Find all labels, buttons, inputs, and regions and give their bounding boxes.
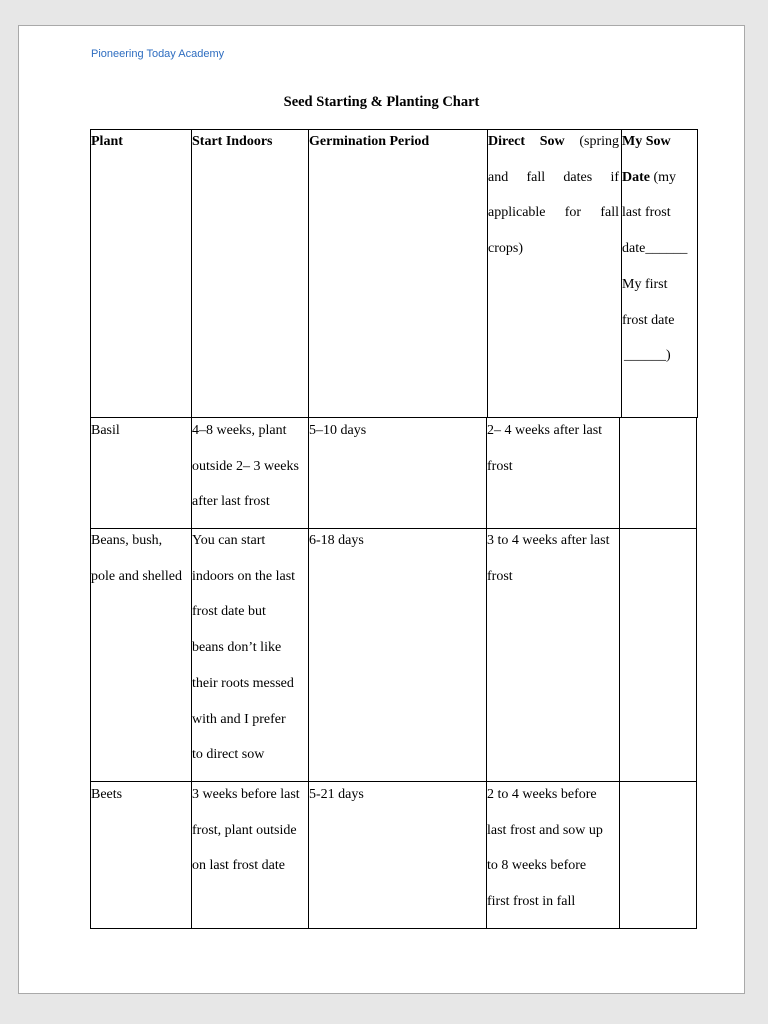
table-cell-line: indoors on the last [192, 568, 296, 584]
table-cell-line: 3 weeks before last [192, 787, 300, 802]
direct-sow-note: (spring [579, 134, 619, 149]
my-sow-label: My Sow [622, 134, 671, 149]
row-basil-start-indoors [192, 413, 308, 520]
column-header-start-indoors: Start Indoors [192, 134, 273, 149]
row-beans-start-indoors [192, 523, 308, 773]
table-cell-line: frost date but [192, 604, 266, 620]
document-title: Seed Starting & Planting Chart [283, 94, 480, 110]
table-cell-line: 3 to 4 weeks after last [487, 533, 610, 548]
row-basil-direct-sow [487, 413, 618, 484]
row-beans-plant [91, 523, 191, 594]
table-cell-line: first frost in fall [487, 894, 576, 910]
table-cell-line: 6-18 days [309, 533, 364, 548]
my-sow-note: ______) [624, 348, 671, 364]
table-cell-line: to 8 weeks before [487, 858, 587, 874]
table-cell-line: beans don’t like [192, 640, 282, 656]
table-cell-line: 5-21 days [309, 787, 364, 802]
table-cell-line: their roots messed [192, 675, 294, 691]
table-cell-line: pole and shelled [91, 568, 182, 584]
row-beets-start-indoors [192, 777, 308, 884]
direct-sow-note: and fall dates if [488, 169, 619, 185]
table-cell-line: You can start [192, 533, 266, 548]
column-header-my-sow-date [622, 124, 696, 374]
column-header-plant: Plant [91, 134, 123, 149]
row-beans-direct-sow [487, 523, 618, 594]
row-basil-germination [309, 413, 485, 449]
table-cell-line: outside 2– 3 weeks [192, 458, 299, 474]
table-cell-line: on last frost date [192, 858, 285, 874]
table-cell-line: with and I prefer [192, 711, 286, 727]
row-beets-germination [309, 777, 485, 813]
my-sow-note: frost date [622, 312, 675, 328]
my-sow-note: My first [622, 276, 668, 292]
table-cell-line: 2– 4 weeks after last [487, 423, 603, 438]
table-cell-line: Beets [91, 787, 123, 802]
row-beans-germination [309, 523, 485, 559]
row-beets-plant [91, 777, 189, 813]
my-sow-note: date______ [622, 241, 688, 257]
table-cell-line: 4–8 weeks, plant [192, 423, 287, 438]
table-cell-line: Basil [91, 423, 120, 438]
table-rule [619, 417, 620, 929]
table-rule [696, 417, 697, 929]
table-cell-line: Beans, bush, [91, 533, 163, 548]
my-sow-note: last frost [622, 205, 671, 221]
column-header-direct-sow [488, 124, 619, 267]
direct-sow-note: crops) [488, 241, 523, 257]
table-cell-line: frost [487, 458, 513, 474]
row-basil-plant [91, 413, 189, 449]
table-cell-line: after last frost [192, 494, 270, 510]
my-sow-note: (my [653, 169, 677, 185]
table-cell-line: to direct sow [192, 747, 265, 763]
table-cell-line: 5–10 days [309, 423, 367, 438]
my-sow-label: Date [622, 169, 650, 185]
table-cell-line: frost, plant outside [192, 822, 297, 838]
table-cell-line: last frost and sow up [487, 822, 603, 838]
direct-sow-note: applicable for fall [488, 205, 619, 221]
table-cell-line: 2 to 4 weeks before [487, 787, 597, 802]
table-cell-line: frost [487, 568, 513, 584]
column-header-germination: Germination Period [309, 134, 430, 149]
row-beets-direct-sow [487, 777, 618, 920]
header-brand: Pioneering Today Academy [91, 48, 225, 60]
direct-sow-label: Direct Sow [488, 134, 565, 149]
table-rule [90, 928, 696, 929]
table-rule [697, 129, 698, 418]
